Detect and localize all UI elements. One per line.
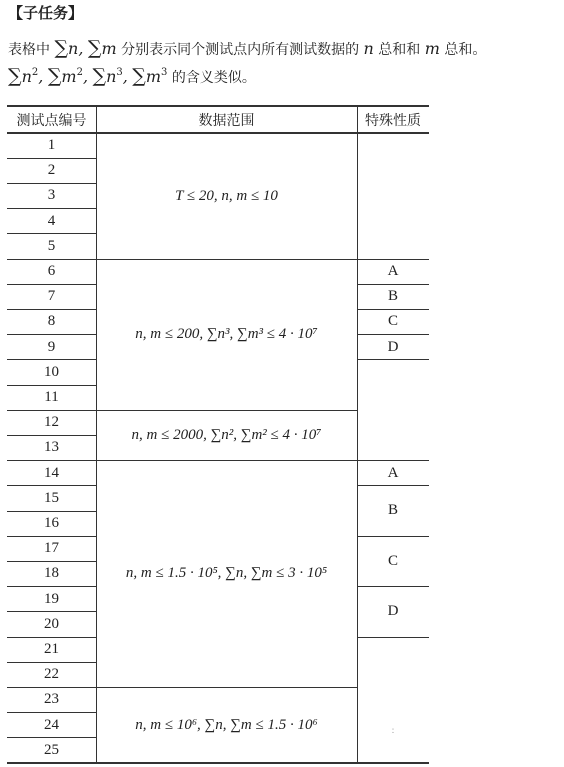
data-range-cell: n, m ≤ 200, ∑n³, ∑m³ ≤ 4 · 10⁷ (135, 326, 318, 343)
stray-mark: : (391, 725, 395, 736)
math-exponent: 3 (116, 67, 123, 78)
row-separator (7, 410, 96, 411)
property-separator (357, 536, 429, 537)
special-property-cell: D (387, 338, 399, 355)
case-id-cell: 1 (47, 137, 56, 154)
property-separator (357, 485, 429, 486)
sum-symbol: ∑ (87, 37, 102, 59)
math-comma: , (122, 67, 128, 86)
math-exponent: 2 (31, 67, 39, 78)
property-separator (357, 309, 429, 310)
math-exponent: 2 (76, 67, 83, 78)
special-property-cell: D (387, 603, 399, 620)
desc-text: 总和。 (439, 42, 487, 58)
row-separator (7, 662, 96, 663)
case-id-cell: 13 (44, 439, 59, 456)
row-separator (7, 359, 96, 360)
special-property-cell: C (387, 313, 398, 330)
special-property-cell: C (387, 552, 398, 569)
range-separator (96, 410, 357, 411)
special-property-cell: A (387, 263, 399, 280)
math-exponent: 3 (161, 67, 168, 78)
row-separator (7, 183, 96, 184)
case-id-cell: 24 (44, 716, 59, 733)
sum-symbol: ∑ (92, 65, 107, 87)
special-property-cell: A (387, 464, 399, 481)
row-separator (7, 485, 96, 486)
header-case-id: 测试点编号 (16, 112, 87, 129)
row-separator (7, 737, 96, 738)
case-id-cell: 11 (44, 389, 59, 406)
math-var: m (145, 67, 162, 86)
math-var: n (21, 67, 32, 86)
row-separator (7, 561, 96, 562)
case-id-cell: 21 (44, 641, 59, 658)
property-separator (357, 259, 429, 260)
row-separator (7, 687, 96, 688)
row-separator (7, 284, 96, 285)
property-separator (357, 637, 429, 638)
case-id-cell: 5 (47, 237, 56, 254)
case-id-cell: 8 (47, 313, 56, 330)
section-heading: 【子任务】 (8, 4, 84, 22)
math-var: m (424, 39, 440, 58)
case-id-cell: 20 (44, 615, 59, 632)
case-id-cell: 22 (44, 666, 59, 683)
case-id-cell: 6 (47, 263, 56, 280)
row-separator (7, 233, 96, 234)
special-property-cell: B (387, 502, 398, 519)
row-separator (7, 309, 96, 310)
range-separator (96, 687, 357, 688)
math-comma: , (78, 39, 84, 58)
data-range-cell: T ≤ 20, n, m ≤ 10 (175, 187, 278, 204)
property-separator (357, 460, 429, 461)
special-property-cell: B (387, 288, 398, 305)
desc-text: 的含义类似。 (167, 70, 256, 86)
data-range-cell: n, m ≤ 10⁶, ∑n, ∑m ≤ 1.5 · 10⁶ (135, 716, 318, 733)
sum-symbol: ∑ (54, 37, 69, 59)
case-id-cell: 3 (47, 187, 56, 204)
case-id-cell: 19 (44, 590, 59, 607)
math-var: m (101, 39, 117, 58)
case-id-cell: 9 (47, 338, 56, 355)
property-separator (357, 586, 429, 587)
case-id-cell: 18 (44, 565, 59, 582)
row-separator (7, 435, 96, 436)
data-range-cell: n, m ≤ 1.5 · 10⁵, ∑n, ∑m ≤ 3 · 10⁵ (125, 565, 328, 582)
sum-symbol: ∑ (47, 65, 62, 87)
math-comma: , (82, 67, 89, 86)
row-separator (7, 586, 96, 587)
range-separator (96, 259, 357, 260)
case-id-cell: 7 (47, 288, 56, 305)
math-var: m (61, 67, 77, 86)
case-id-cell: 2 (47, 162, 56, 179)
row-separator (7, 208, 96, 209)
row-separator (7, 385, 96, 386)
row-separator (7, 511, 96, 512)
math-var: n (106, 67, 117, 86)
data-range-cell: n, m ≤ 2000, ∑n², ∑m² ≤ 4 · 10⁷ (131, 426, 322, 443)
sum-symbol: ∑ (132, 65, 146, 87)
property-separator (357, 284, 429, 285)
desc-text: 总和和 (373, 42, 425, 58)
case-id-cell: 25 (44, 741, 59, 758)
range-separator (96, 460, 357, 461)
row-separator (7, 611, 96, 612)
case-id-cell: 4 (47, 212, 56, 229)
row-separator (7, 712, 96, 713)
case-id-cell: 23 (44, 691, 59, 708)
header-data-range: 数据范围 (198, 112, 255, 129)
case-id-cell: 17 (44, 540, 59, 557)
row-separator (7, 259, 96, 260)
desc-text: 分别表示同个测试点内所有测试数据的 (116, 42, 364, 58)
case-id-cell: 15 (44, 489, 59, 506)
property-separator (357, 334, 429, 335)
sum-symbol: ∑ (8, 65, 22, 87)
row-separator (7, 158, 96, 159)
row-separator (7, 334, 96, 335)
case-id-cell: 14 (44, 464, 59, 481)
row-separator (7, 637, 96, 638)
case-id-cell: 12 (44, 414, 59, 431)
math-var: n (68, 39, 79, 58)
header-special-property: 特殊性质 (365, 112, 421, 129)
case-id-cell: 10 (44, 363, 59, 380)
math-comma: , (38, 67, 44, 86)
row-separator (7, 536, 96, 537)
math-var: n (363, 39, 374, 58)
case-id-cell: 16 (44, 515, 59, 532)
desc-text: 表格中 (8, 42, 55, 58)
row-separator (7, 460, 96, 461)
property-separator (357, 359, 429, 360)
